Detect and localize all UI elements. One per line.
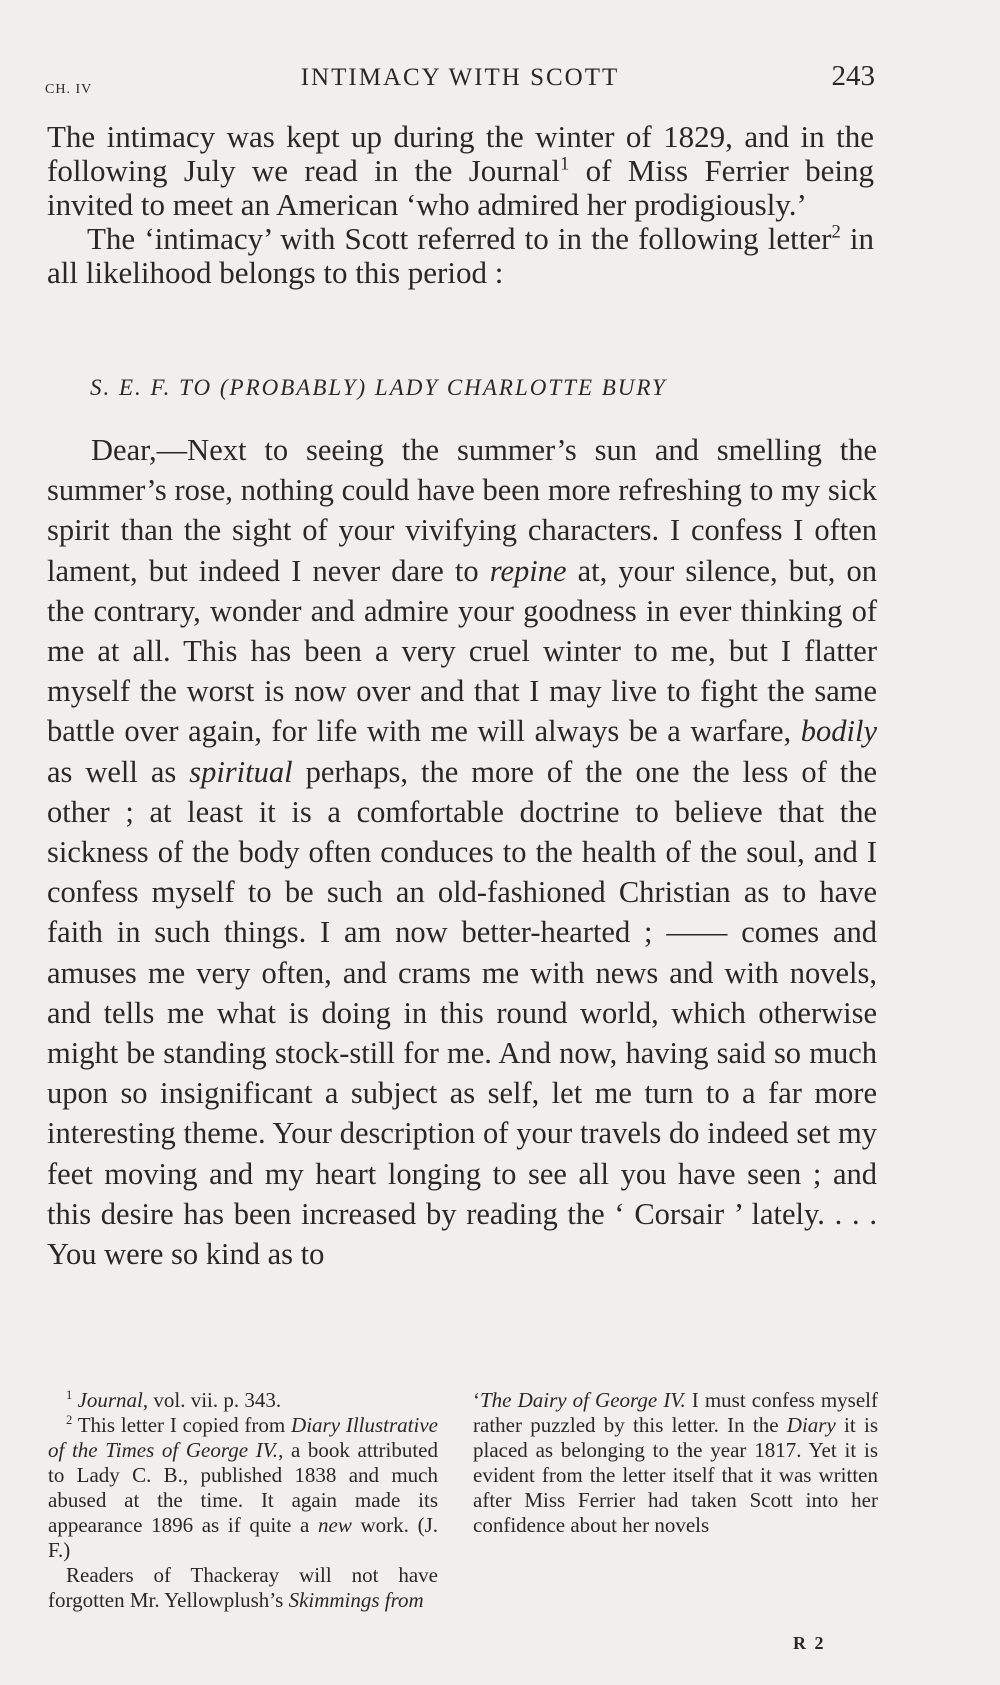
letter-heading: S. E. F. TO (PROBABLY) LADY CHARLOTTE BURY [90, 375, 667, 400]
intro-p1-text-a: The intimacy was kept up during the winter of 1829, and in the following July we read in the Journal [47, 119, 874, 188]
footnote-ref-1: 1 [560, 153, 570, 175]
intro-paragraph-1 [47, 120, 874, 222]
letter-text-4: perhaps, the more of the one the less of the other ; at least it is a comfortable doctrine to believe that the sickness of the body often conduces to the health of the soul, and I confess myself to be such an old-fashioned Christian as to have faith in such things. I am now better-hearted ; —— comes and amuses me very often, and crams me with news and with novels, and tells me what is doing in this round world, which otherwise might be standing stock-still for me. And now, having said so much upon so insignificant a subject as self, let me turn to a far more interesting theme. Your description of your travels do indeed set my feet moving and my heart longing to see all you have seen ; and this desire has been increased by reading the ‘ Corsair ’ lately. . . . You were so kind as to [47, 754, 878, 1272]
footnote-3-text-c: I must confess myself rather puzzled by this letter. In the [473, 1388, 878, 1437]
intro-p2-text-b: in all likelihood belongs to this period : [47, 221, 874, 290]
footnotes-right-column [473, 1388, 878, 1538]
footnote-1-text: , vol. vii. p. 343. [142, 1388, 282, 1412]
running-title: INTIMACY WITH SCOTT [300, 64, 620, 91]
chapter-label: CH. IV [45, 82, 93, 97]
footnote-2-text-a: This letter I copied from [72, 1413, 292, 1437]
footnote-1 [48, 1388, 438, 1413]
letter-italic-spiritual: spiritual [189, 754, 293, 789]
footnote-3-start [48, 1563, 438, 1613]
letter-italic-bodily: bodily [800, 714, 877, 749]
footnote-3-text-d: it is placed as belonging to the year 1817. Yet it is evident from the letter itself that it was written after Miss Ferrier had taken Scott into her confidence about her novels [473, 1413, 878, 1537]
letter-text-1: Dear,—Next to seeing the summer’s sun and smelling the summer’s rose, nothing could have been more refreshing to my sick spirit than the sight of your vivifying characters. I confess I often lament, but indeed I never dare to [47, 433, 877, 588]
intro-p2-text-a: The ‘intimacy’ with Scott referred to in the following letter [87, 221, 832, 256]
footnote-3-text-a: Readers of Thackeray will not have forgotten Mr. Yellowplush’s [48, 1563, 438, 1612]
footnote-2 [48, 1413, 438, 1563]
footnote-2-text-b: , a book attributed to Lady C. B., published 1838 and much abused at the time. It again made its appearance 1896 as if quite a [48, 1438, 438, 1537]
letter-italic-repine: repine [489, 553, 567, 588]
footnote-2-title: Diary Illustrative of the Times of George IV. [48, 1413, 438, 1462]
footnote-3-continued [473, 1388, 878, 1538]
footnote-3-text-b: ‘ [473, 1388, 480, 1412]
letter-text-3: as well as [47, 754, 190, 789]
intro-text [47, 120, 874, 290]
intro-p1-text-b: of Miss Ferrier being invited to meet an American ‘who admired her prodigiously.’ [47, 153, 874, 222]
letter-text-2: at, your silence, but, on the contrary, wonder and admire your goodness in ever thinking of me at all. This has been a very cruel winter to me, but I flatter myself the worst is now over and that I may live to fight the same battle over again, for life with me will always be a warfare, [47, 553, 877, 749]
footnote-3-italic-diary: Diary [786, 1413, 836, 1437]
footnote-2-text-c: work. (J. F.) [48, 1513, 438, 1562]
footnotes-left-column [48, 1388, 438, 1613]
footnote-1-title: Journal [77, 1388, 143, 1412]
running-head [45, 58, 875, 98]
footnote-1-number: 1 [66, 1388, 73, 1402]
footnote-2-number: 2 [66, 1413, 73, 1427]
letter-body [47, 430, 877, 1274]
footnote-3-title-2: The Dairy of George IV. [480, 1388, 686, 1412]
page-number: 243 [831, 60, 875, 92]
footnote-ref-2: 2 [831, 221, 841, 243]
intro-paragraph-2 [47, 222, 874, 290]
letter-paragraph [47, 430, 877, 1274]
footnote-3-title: Skimmings from [288, 1588, 424, 1612]
footnote-2-italic-new: new [318, 1513, 352, 1537]
signature-mark: R 2 [793, 1633, 826, 1653]
